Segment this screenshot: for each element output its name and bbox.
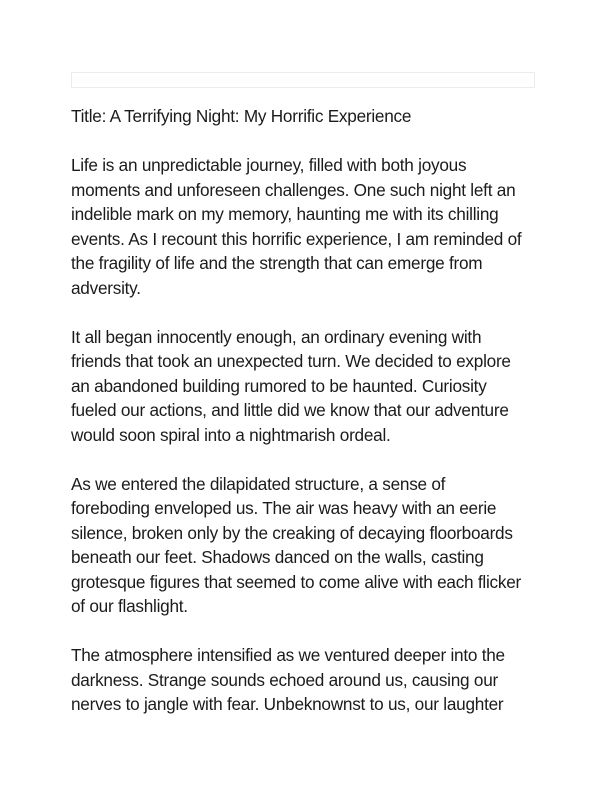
document-title: Title: A Terrifying Night: My Horrific Experience <box>71 106 412 126</box>
paragraph-line: moments and unforeseen challenges. One such night left an <box>71 179 516 200</box>
paragraph-line: darkness. Strange sounds echoed around us, causing our <box>71 669 498 690</box>
paragraph-line: silence, broken only by the creaking of decaying floorboards <box>71 522 513 543</box>
paragraph-line: The atmosphere intensified as we ventured deeper into the <box>71 645 505 665</box>
paragraph-line: As we entered the dilapidated structure, a sense of <box>71 473 446 494</box>
paragraph-line: the fragility of life and the strength that can emerge from <box>71 253 483 273</box>
paragraph-line: grotesque figures that seemed to come alive with each flicker <box>71 571 522 592</box>
document-body <box>71 104 541 741</box>
paragraph-line: It all began innocently enough, an ordinary evening with <box>71 326 482 347</box>
paragraph-line: foreboding enveloped us. The air was heavy with an eerie <box>71 498 497 518</box>
paragraph-line: fueled our actions, and little did we know that our adventure <box>71 400 509 420</box>
paragraph-line: would soon spiral into a nightmarish ordeal. <box>71 424 391 445</box>
paragraph-line: adversity. <box>71 277 141 298</box>
paragraph-1 <box>71 153 541 300</box>
paragraph-line: friends that took an unexpected turn. We decided to explore <box>71 351 511 371</box>
paragraph-3 <box>71 472 541 619</box>
paragraph-line: events. As I recount this horrific experience, I am reminded of <box>71 228 522 249</box>
header-box <box>71 72 535 88</box>
paragraph-line: beneath our feet. Shadows danced on the walls, casting <box>71 547 484 567</box>
paragraph-line: of our flashlight. <box>71 596 188 616</box>
paragraph-line: indelible mark on my memory, haunting me with its chilling <box>71 204 499 224</box>
paragraph-4 <box>71 643 541 717</box>
paragraph-2 <box>71 325 541 448</box>
paragraph-line: nerves to jangle with fear. Unbeknownst to us, our laughter <box>71 694 504 714</box>
paragraph-line: Life is an unpredictable journey, filled with both joyous <box>71 155 467 175</box>
paragraph-line: an abandoned building rumored to be haunted. Curiosity <box>71 375 487 396</box>
